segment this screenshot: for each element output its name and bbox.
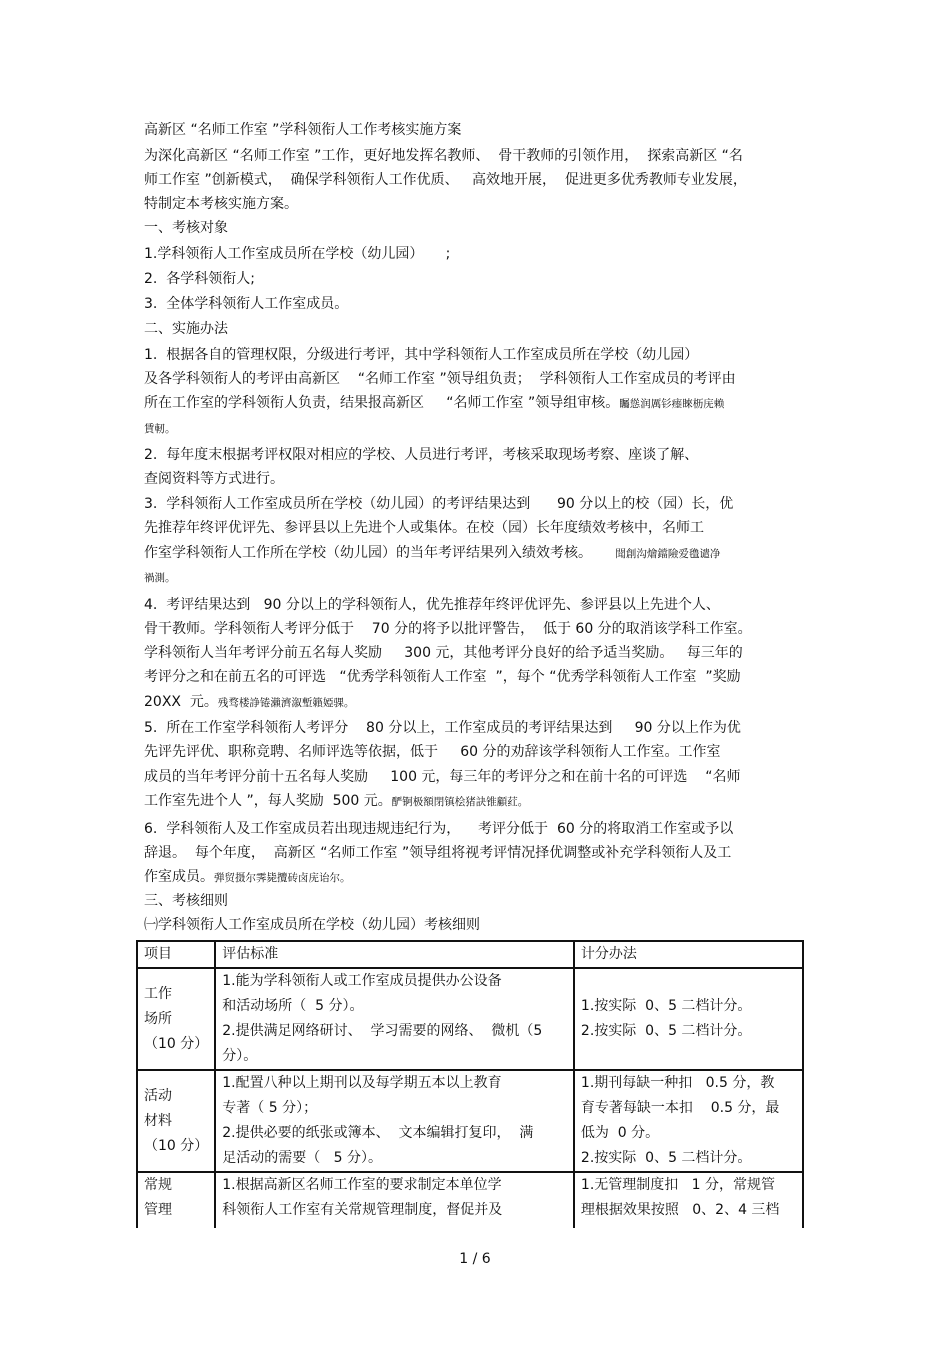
body-line <box>144 393 724 414</box>
assessment-table <box>136 940 804 1228</box>
body-line <box>144 667 741 687</box>
garbled-text: 残骛楼諍锩瀨濟溆塹籟婭骒。 <box>217 697 355 709</box>
cell-text: 专著（ 5 分）； <box>222 1100 318 1116</box>
body-line <box>144 170 747 190</box>
cell-text: 常规 <box>144 1177 172 1193</box>
body-line-text: 20XX 元。 <box>144 694 218 710</box>
cell-text: 和活动场所（ 5 分）。 <box>222 998 364 1014</box>
garbled-text: 聞創沟燴鐺險爱氇谴净 <box>592 548 721 560</box>
cell-text: 材料 <box>144 1112 172 1129</box>
body-line <box>144 619 752 639</box>
cell-text: 2.按实际 0、5 二档计分。 <box>580 1150 752 1166</box>
header-criteria: 评估标准 <box>215 941 574 968</box>
cell-text: 2.提供必要的纸张或簿本、 文本编辑打复印， 满 <box>222 1125 534 1141</box>
body-line-text: 辞退。 每个年度， 高新区 “名师工作室 ”领导组将视考评情况择优调整或补充学科领衔人及工 <box>144 845 732 861</box>
cell-text: 活动 <box>144 1087 172 1104</box>
header-item: 项目 <box>137 941 215 968</box>
body-line <box>144 791 528 812</box>
cell-text: 1.能为学科领衔人或工作室成员提供办公设备 <box>222 973 502 989</box>
cell-text: 2.按实际 0、5 二档计分。 <box>580 1023 752 1039</box>
table-row <box>137 968 803 1070</box>
cell-text: 1.配置八种以上期刊以及每学期五本以上教育 <box>222 1075 502 1091</box>
cell-item <box>137 1172 215 1228</box>
cell-criteria <box>215 1070 574 1172</box>
body-line <box>144 891 228 911</box>
body-line-text: 特制定本考核实施方案。 <box>144 196 298 212</box>
body-line-text: 1. 根据各自的管理权限，分级进行考评，其中学科领衔人工作室成员所在学校（幼儿园） <box>144 347 699 363</box>
cell-text: 场所 <box>144 1010 172 1027</box>
body-line-text: 3. 学科领衔人工作室成员所在学校（幼儿园）的考评结果达到 90 分以上的校（园）长，优 <box>144 496 734 512</box>
cell-criteria <box>215 1172 574 1228</box>
cell-criteria <box>215 968 574 1070</box>
body-line <box>144 643 743 663</box>
body-line-text: 考评分之和在前五名的可评选 “优秀学科领衔人工作室 ”，每个 “优秀学科领衔人工作室 ”奖励 <box>144 669 741 685</box>
body-line <box>144 915 480 935</box>
garbled-text: 禍測。 <box>144 572 176 584</box>
cell-scoring <box>574 968 803 1070</box>
cell-text: 育专著每缺一本扣 0.5 分，最 <box>580 1100 780 1116</box>
body-line <box>144 494 733 514</box>
page-number: 1 / 6 <box>459 1251 491 1267</box>
body-line-text: 6. 学科领衔人及工作室成员若出现违规违纪行为， 考评分低于 60 分的将取消工作室或予以 <box>144 821 734 837</box>
cell-text: 足活动的需要（ 5 分）。 <box>222 1150 382 1166</box>
cell-item <box>137 968 215 1070</box>
body-line <box>144 469 284 489</box>
body-line <box>144 445 698 465</box>
body-line-text: 查阅资料等方式进行。 <box>144 471 284 487</box>
body-line <box>144 543 720 564</box>
table-row <box>137 1070 803 1172</box>
cell-text: 1.根据高新区名师工作室的要求制定本单位学 <box>222 1177 502 1193</box>
header-scoring: 计分办法 <box>574 941 803 968</box>
body-line <box>144 244 450 264</box>
body-line <box>144 867 351 888</box>
body-line-text: 5. 所在工作室学科领衔人考评分 80 分以上，工作室成员的考评结果达到 90 分以上作为优 <box>144 720 741 736</box>
body-line <box>144 767 740 787</box>
body-line <box>144 269 255 289</box>
garbled-text: 矚慫润厲钐瘗睞枥庑赖 <box>619 398 725 410</box>
body-line <box>144 742 721 762</box>
body-line <box>144 418 176 439</box>
body-line-text: 工作室先进个人 ”，每人奖励 500 元。 <box>144 793 392 809</box>
cell-text: 1.无管理制度扣 1 分，常规管 <box>580 1177 775 1193</box>
cell-text: 工作 <box>144 985 172 1002</box>
cell-text: （10 分） <box>144 1137 209 1154</box>
body-line-text: 及各学科领衔人的考评由高新区 “名师工作室 ”领导组负责； 学科领衔人工作室成员的考评由 <box>144 371 736 387</box>
body-line-text: 3. 全体学科领衔人工作室成员。 <box>144 296 349 312</box>
body-line-text: 学科领衔人当年考评分前五名每人奖励 300 元，其他考评分良好的给予适当奖励。 每三年的 <box>144 645 743 661</box>
document-title: 高新区 “名师工作室 ”学科领衔人工作考核实施方案 <box>144 122 462 138</box>
body-line <box>144 218 228 238</box>
body-line-text: ㈠学科领衔人工作室成员所在学校（幼儿园）考核细则 <box>144 917 480 933</box>
cell-text: 理根据效果按照 0、2、4 三档 <box>580 1202 780 1218</box>
body-line <box>144 194 298 214</box>
body-line-text: 作室成员。 <box>144 869 214 885</box>
cell-text: 管理 <box>144 1202 172 1218</box>
body-line-text: 4. 考评结果达到 90 分以上的学科领衔人，优先推荐年终评优评先、参评县以上先进个人、 <box>144 597 720 613</box>
cell-text: 低为 0 分。 <box>580 1125 660 1141</box>
cell-scoring <box>574 1070 803 1172</box>
body-line-text: 作室学科领衔人工作所在学校（幼儿园）的当年考评结果列入绩效考核。 <box>144 545 592 561</box>
cell-scoring <box>574 1172 803 1228</box>
garbled-text: 酽锕极額閉镇桧猪訣锥顧荭。 <box>391 796 529 808</box>
cell-text: （10 分） <box>144 1035 209 1052</box>
cell-text: 2.提供满足网络研讨、 学习需要的网络、 微机（5 <box>222 1023 543 1039</box>
body-line-text: 1.学科领衔人工作室成员所在学校（幼儿园） ; <box>144 246 451 262</box>
body-line <box>144 819 733 839</box>
body-line <box>144 843 731 863</box>
body-line <box>144 718 741 738</box>
body-line-text: 骨干教师。学科领衔人考评分低于 70 分的将予以批评警告， 低于 60 分的取消该学科工作室。 <box>144 621 752 637</box>
cell-item <box>137 1070 215 1172</box>
table-header-row <box>137 941 803 968</box>
body-line <box>144 595 720 615</box>
body-line-text: 2. 各学科领衔人; <box>144 271 255 287</box>
body-line <box>144 692 354 713</box>
table-body <box>137 968 803 1228</box>
body-line-text: 二、实施办法 <box>144 321 228 337</box>
body-line-text: 三、考核细则 <box>144 893 228 909</box>
body-line-text: 先推荐年终评优评先、参评县以上先进个人或集体。在校（园）长年度绩效考核中，名师工 <box>144 520 704 536</box>
body-line <box>144 567 176 588</box>
cell-text: 科领衔人工作室有关常规管理制度，督促并及 <box>222 1202 503 1218</box>
body-line-text: 为深化高新区 “名师工作室 ”工作，更好地发挥名教师、 骨干教师的引领作用， 探索高新区 “名 <box>144 148 743 164</box>
body-line-text: 所在工作室的学科领衔人负责，结果报高新区 “名师工作室 ”领导组审核。 <box>144 395 620 411</box>
body-line <box>144 319 228 339</box>
body-line <box>144 146 743 166</box>
cell-text: 分）。 <box>222 1048 258 1064</box>
cell-text: 1.期刊每缺一种扣 0.5 分，教 <box>580 1075 775 1091</box>
body-line-text: 师工作室 ”创新模式， 确保学科领衔人工作优质、 高效地开展， 促进更多优秀教师专业发展， <box>144 172 747 188</box>
cell-text: 1.按实际 0、5 二档计分。 <box>580 998 752 1014</box>
body-line-text: 成员的当年考评分前十五名每人奖励 100 元，每三年的考评分之和在前十名的可评选 “名师 <box>144 769 741 785</box>
body-line <box>144 294 348 314</box>
garbled-text: 弾贸摄尔霁毙攬砖卤庑诒尔。 <box>214 872 351 884</box>
table-row <box>137 1172 803 1228</box>
body-line-text: 先评先评优、职称竞聘、名师评选等依据，低于 60 分的劝辞该学科领衔人工作室。工作室 <box>144 744 721 760</box>
body-line-text: 2. 每年度末根据考评权限对相应的学校、人员进行考评，考核采取现场考察、座谈了解、 <box>144 447 699 463</box>
body-line <box>144 345 698 365</box>
body-line-text: 一、考核对象 <box>144 220 228 236</box>
body-line <box>144 518 704 538</box>
body-line <box>144 369 736 389</box>
garbled-text: 賃軔。 <box>144 423 176 435</box>
